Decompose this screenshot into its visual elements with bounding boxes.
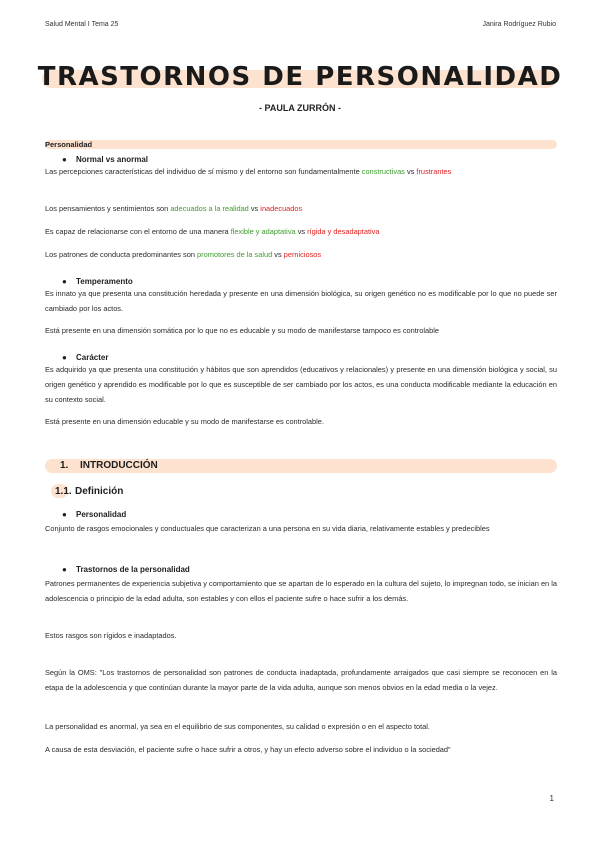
- bullet-icon: ●: [62, 565, 67, 574]
- page-title: TRASTORNOS DE PERSONALIDAD: [37, 62, 563, 92]
- paragraph-trastornos-5: A causa de esta desviación, el paciente sufre o hace sufrir a otros, y hay un efecto adverso sobre el individuo o la sociedad": [45, 745, 451, 754]
- bullet-icon: ●: [62, 277, 67, 286]
- paragraph-caracter-2: Está presente en una dimensión educable y su modo de manifestarse es controlable.: [45, 417, 324, 426]
- section-title-introduccion: 1. INTRODUCCIÓN: [60, 460, 158, 471]
- paragraph-trastornos-oms: Según la OMS: "Los trastornos de personalidad son patrones de conducta inadaptada, profundamente arraigados que casi siempre se reconocen en la etapa de la adolescencia y que continúan durante la mayor parte de la vida adulta, aunque son menos obvios en la edad media o la vejez.: [45, 668, 557, 692]
- paragraph-personalidad-def: Conjunto de rasgos emocionales y conductuales que caracterizan a una persona en su vida diaria, relativamente estables y predecibles: [45, 524, 490, 533]
- bullet-personalidad: ● Personalidad: [62, 510, 127, 519]
- header-right: Janira Rodríguez Rubio: [482, 21, 556, 28]
- paragraph-normal-4: Los patrones de conducta predominantes son promotores de la salud vs perniciosos: [45, 250, 322, 259]
- bullet-normal-anormal: ● Normal vs anormal: [62, 155, 149, 164]
- bullet-icon: ●: [62, 155, 67, 164]
- paragraph-caracter-1: Es adquirido ya que presenta una constitución y hábitos que son aprendidos (educativos y relacionales) y presente en una dimensión biológica y social, su origen genético y aprendido es modificable por lo que es susceptible de ser cambiado por los actos, es una conducta modificable mediante la educación en su contexto social.: [45, 365, 557, 404]
- paragraph-trastornos-4: La personalidad es anormal, ya sea en el equilibrio de sus componentes, su calidad o expresión o en el aspecto total.: [45, 722, 430, 731]
- paragraph-temperamento-2: Está presente en una dimensión somática por lo que no es educable y su modo de manifestarse tampoco es controlable: [45, 326, 439, 335]
- section-title-personalidad: Personalidad: [45, 140, 93, 149]
- bullet-trastornos: ● Trastornos de la personalidad: [62, 565, 190, 574]
- paragraph-temperamento-1: Es innato ya que presenta una constitución heredada y presente en una dimensión biológica, su origen genético no es modificable por lo que no puede ser cambiado por los actos.: [45, 289, 557, 313]
- bullet-icon: ●: [62, 353, 67, 362]
- page-subtitle: - PAULA ZURRÓN -: [259, 103, 341, 113]
- paragraph-normal-3: Es capaz de relacionarse con el entorno de una manera flexible y adaptativa vs rígida y desadaptativa: [45, 227, 380, 236]
- section-highlight-personalidad: [45, 140, 557, 149]
- bullet-caracter: ● Carácter: [62, 353, 109, 362]
- subsection-title-definicion: 1.1. Definición: [55, 486, 124, 497]
- paragraph-normal-2: Los pensamientos y sentimientos son adecuados a la realidad vs inadecuados: [45, 204, 303, 213]
- paragraph-trastornos-2: Estos rasgos son rígidos e inadaptados.: [45, 631, 177, 640]
- bullet-temperamento: ● Temperamento: [62, 277, 133, 286]
- page-number: 1: [549, 794, 554, 803]
- paragraph-normal-1: Las percepciones características del individuo de sí mismo y del entorno son fundamentalmente constructivas vs frustrantes: [45, 167, 452, 176]
- paragraph-trastornos-1: Patrones permanentes de experiencia subjetiva y comportamiento que se apartan de lo esperado en la cultura del sujeto, lo impregnan todo, se inician en la adolescencia o principio de la edad adulta, son estables y con ellos el paciente sufre o hace sufrir a los demás.: [45, 579, 557, 603]
- bullet-icon: ●: [62, 510, 67, 519]
- header-left: Salud Mental I Tema 25: [45, 21, 119, 28]
